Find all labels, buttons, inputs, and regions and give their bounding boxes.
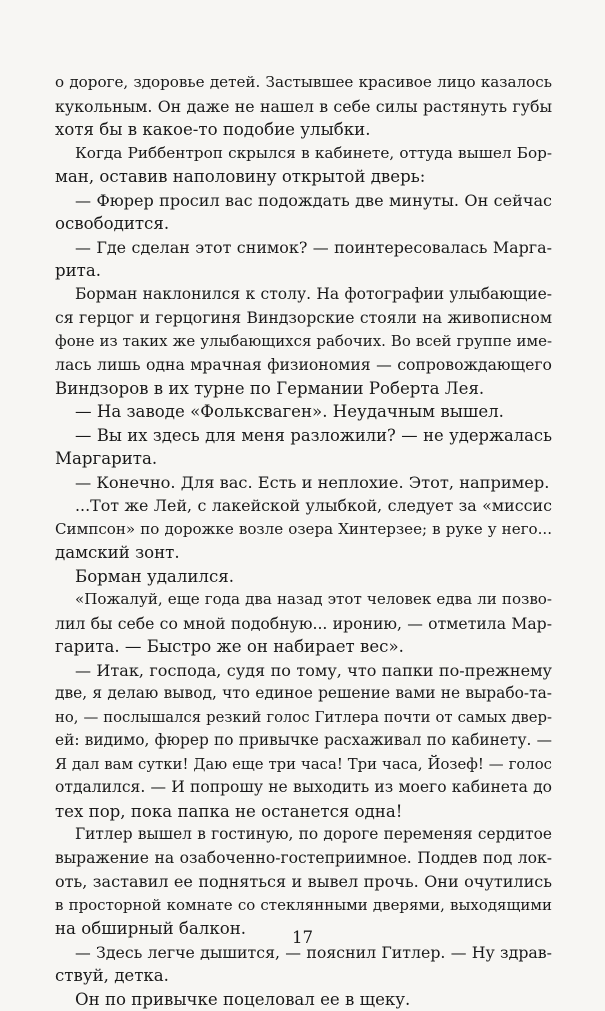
text-line: хотя бы в какое-то подобие улыбки. (55, 118, 552, 142)
text-line: — На заводе «Фольксваген». Неудачным вышел. (55, 400, 552, 424)
body-text (55, 71, 552, 1011)
text-line: Симпсон» по дорожке возле озера Хинтерзее; в руке у него... (55, 518, 552, 542)
text-line: Когда Риббентроп скрылся в кабинете, оттуда вышел Бор- (55, 142, 552, 166)
text-line: лил бы себе со мной подобную... иронию, — отметила Мар- (55, 612, 552, 636)
text-line: дамский зонт. (55, 541, 552, 565)
text-line: ман, оставив наполовину открытой дверь: (55, 165, 552, 189)
text-line: Он по привычке поцеловал ее в щеку. (55, 988, 552, 1011)
text-line: две, я делаю вывод, что единое решение вами не вырабо-та- (55, 682, 552, 706)
text-line: фоне из таких же улыбающихся рабочих. Во всей группе име- (55, 330, 552, 354)
text-line: — Где сделан этот снимок? — поинтересовалась Марга- (55, 236, 552, 260)
text-line: Борман удалился. (55, 565, 552, 589)
text-line: — Конечно. Для вас. Есть и неплохие. Этот, например. (55, 471, 552, 495)
text-line: но, — послышался резкий голос Гитлера почти от самых двер- (55, 706, 552, 730)
text-line: Маргарита. (55, 447, 552, 471)
text-line: в просторной комнате со стеклянными дверями, выходящими (55, 894, 552, 918)
text-line: тех пор, пока папка не останется одна! (55, 800, 552, 824)
text-line: лась лишь одна мрачная физиономия — сопровождающего (55, 353, 552, 377)
text-line: ствуй, детка. (55, 964, 552, 988)
text-line: — Вы их здесь для меня разложили? — не удержалась (55, 424, 552, 448)
text-line: «Пожалуй, еще года два назад этот человек едва ли позво- (55, 588, 552, 612)
text-line: гарита. — Быстро же он набирает вес». (55, 635, 552, 659)
text-line: — Фюрер просил вас подождать две минуты. Он сейчас (55, 189, 552, 213)
text-line: отдалился. — И попрошу не выходить из моего кабинета до (55, 776, 552, 800)
text-line: кукольным. Он даже не нашел в себе силы растянуть губы (55, 95, 552, 119)
text-line: на обширный балкон. (55, 917, 552, 941)
text-line: выражение на озабоченно-гостеприимное. Поддев под лок- (55, 847, 552, 871)
text-line: Борман наклонился к столу. На фотографии улыбающие- (55, 283, 552, 307)
text-line: о дороге, здоровье детей. Застывшее красивое лицо казалось (55, 71, 552, 95)
text-line: Гитлер вышел в гостиную, по дороге переменяя сердитое (55, 823, 552, 847)
text-line: ся герцог и герцогиня Виндзорские стояли на живописном (55, 306, 552, 330)
text-line: — Итак, господа, судя по тому, что папки по-прежнему (55, 659, 552, 683)
text-line: оть, заставил ее подняться и вывел прочь. Они очутились (55, 870, 552, 894)
text-line: ...Тот же Лей, с лакейской улыбкой, следует за «миссис (55, 494, 552, 518)
text-line: освободится. (55, 212, 552, 236)
text-line: ей: видимо, фюрер по привычке расхаживал по кабинету. — (55, 729, 552, 753)
text-line: — Здесь легче дышится, — пояснил Гитлер. — Ну здрав- (55, 941, 552, 965)
text-line: рита. (55, 259, 552, 283)
page-number: 17 (0, 928, 605, 947)
text-line: Виндзоров в их турне по Германии Роберта Лея. (55, 377, 552, 401)
text-line: Я дал вам сутки! Даю еще три часа! Три часа, Йозеф! — голос (55, 753, 552, 777)
